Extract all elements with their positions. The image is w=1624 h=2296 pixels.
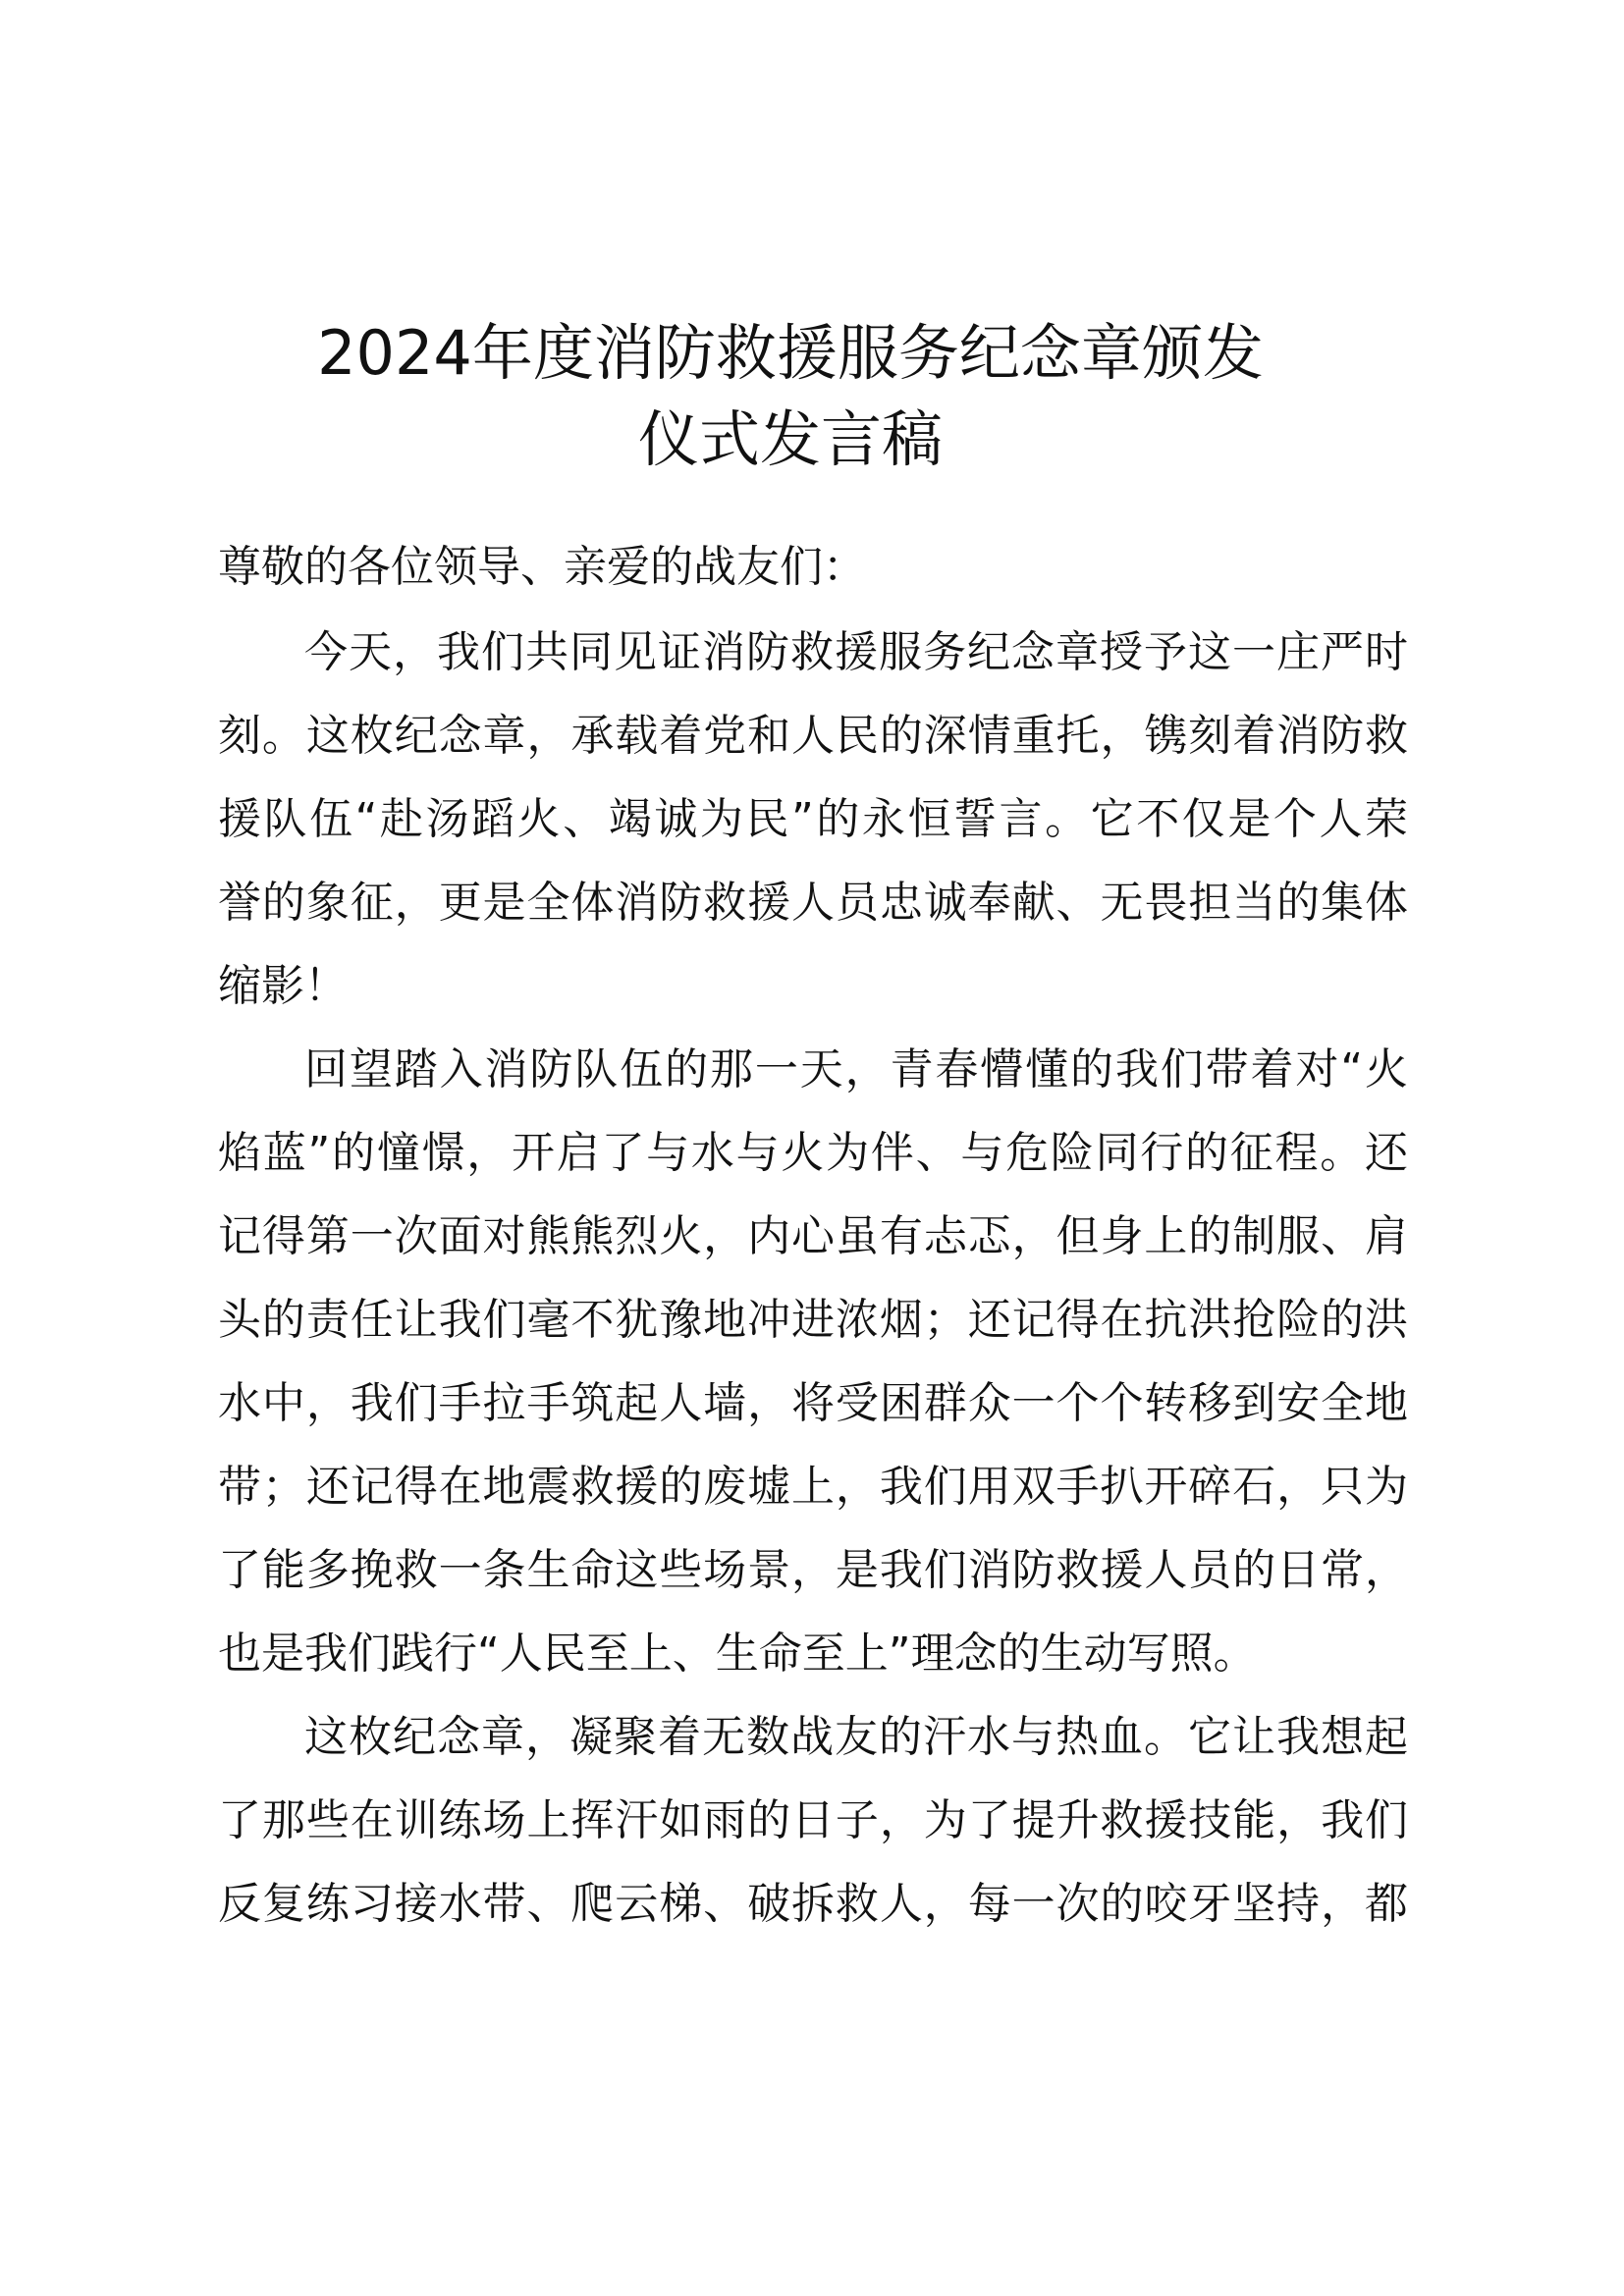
paragraph-line: 了那些在训练场上挥汗如雨的日子，为了提升救援技能，我们: [218, 1795, 1408, 1845]
paragraph-line: 焰蓝”的憧憬，开启了与水与火为伴、与危险同行的征程。还: [218, 1128, 1408, 1178]
paragraph-line: 今天，我们共同见证消防救援服务纪念章授予这一庄严时: [304, 627, 1408, 677]
paragraph-line: 誉的象征，更是全体消防救援人员忠诚奉献、无畏担当的集体: [218, 878, 1408, 928]
document-title-line-2: 仪式发言稿: [637, 403, 943, 475]
paragraph-line: 了能多挽救一条生命这些场景，是我们消防救援人员的日常，: [218, 1545, 1408, 1595]
paragraph-line: 回望踏入消防队伍的那一天，青春懵懂的我们带着对“火: [304, 1044, 1408, 1095]
paragraph-line: 头的责任让我们毫不犹豫地冲进浓烟；还记得在抗洪抢险的洪: [218, 1295, 1408, 1345]
paragraph-line: 刻。这枚纪念章，承载着党和人民的深情重托，镌刻着消防救: [218, 711, 1408, 761]
paragraph-line: 也是我们践行“人民至上、生命至上”理念的生动写照。: [218, 1629, 1257, 1679]
paragraph-line: 带；还记得在地震救援的废墟上，我们用双手扒开碎石，只为: [218, 1462, 1408, 1512]
paragraph-line: 反复练习接水带、爬云梯、破拆救人，每一次的咬牙坚持，都: [218, 1879, 1408, 1929]
paragraph-line: 这枚纪念章，凝聚着无数战友的汗水与热血。它让我想起: [304, 1712, 1408, 1762]
paragraph-line: 缩影！: [218, 961, 348, 1011]
salutation: 尊敬的各位领导、亲爱的战友们：: [218, 542, 866, 592]
paragraph-line: 援队伍“赴汤蹈火、竭诚为民”的永恒誓言。它不仅是个人荣: [218, 794, 1408, 844]
paragraph-line: 记得第一次面对熊熊烈火，内心虽有忐忑，但身上的制服、肩: [218, 1211, 1408, 1261]
document-title-line-1: 2024年度消防救援服务纪念章颁发: [317, 317, 1264, 389]
paragraph-line: 水中，我们手拉手筑起人墙，将受困群众一个个转移到安全地: [218, 1378, 1408, 1428]
